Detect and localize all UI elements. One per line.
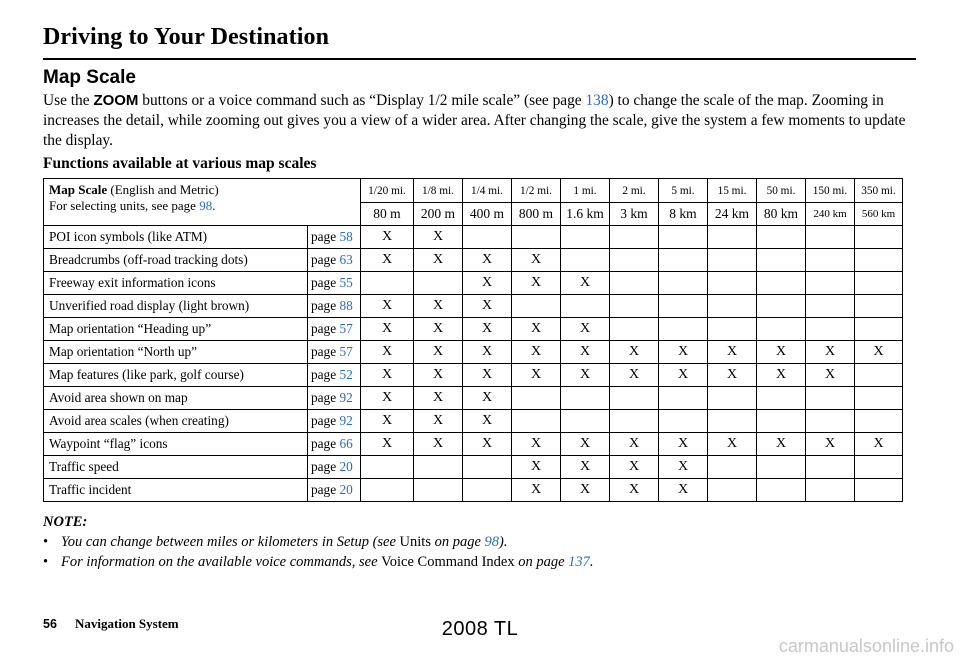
availability-mark xyxy=(806,226,855,249)
page-link[interactable]: 57 xyxy=(339,344,353,359)
availability-mark xyxy=(361,272,414,295)
availability-mark: X xyxy=(512,456,561,479)
availability-mark: X xyxy=(708,364,757,387)
availability-mark xyxy=(708,479,757,502)
english-scale-cell: 350 mi. xyxy=(855,179,903,203)
availability-mark xyxy=(757,479,806,502)
function-name: Avoid area shown on map xyxy=(44,387,308,410)
scale-header-line2: For selecting units, see page xyxy=(49,198,200,213)
note2-text-c: on page xyxy=(514,554,569,570)
availability-mark: X xyxy=(512,341,561,364)
page-link[interactable]: 63 xyxy=(339,252,353,267)
page-link[interactable]: 66 xyxy=(339,436,353,451)
note1-text-c: on page xyxy=(430,534,485,550)
availability-mark: X xyxy=(855,433,903,456)
table-row xyxy=(44,318,903,341)
availability-mark: X xyxy=(512,433,561,456)
availability-mark xyxy=(757,410,806,433)
availability-mark: X xyxy=(512,249,561,272)
availability-mark xyxy=(708,456,757,479)
availability-mark xyxy=(855,295,903,318)
availability-mark xyxy=(610,249,659,272)
availability-mark xyxy=(414,479,463,502)
availability-mark: X xyxy=(610,479,659,502)
availability-mark: X xyxy=(361,433,414,456)
page-prefix: page xyxy=(311,413,340,428)
availability-mark: X xyxy=(414,295,463,318)
availability-mark: X xyxy=(855,341,903,364)
availability-mark xyxy=(512,226,561,249)
note1-text-a: You can change between miles or kilometers in Setup (see xyxy=(61,534,400,550)
availability-mark xyxy=(757,249,806,272)
availability-mark: X xyxy=(806,341,855,364)
availability-mark xyxy=(806,387,855,410)
availability-mark xyxy=(806,295,855,318)
availability-mark xyxy=(512,410,561,433)
note-bullet-1 xyxy=(43,532,594,552)
table-row xyxy=(44,410,903,433)
availability-mark: X xyxy=(463,410,512,433)
page-prefix: page xyxy=(311,344,340,359)
table-row xyxy=(44,364,903,387)
site-watermark: carmanualsonline.info xyxy=(778,636,954,656)
note2-text-d: . xyxy=(589,554,594,570)
table-row xyxy=(44,341,903,364)
availability-mark xyxy=(806,456,855,479)
note-label: NOTE: xyxy=(43,514,88,530)
page-prefix: page xyxy=(311,367,340,382)
page-prefix: page xyxy=(311,436,340,451)
metric-scale-cell: 560 km xyxy=(855,203,903,226)
note1-text-d: ). xyxy=(499,534,508,550)
function-name: Map features (like park, golf course) xyxy=(44,364,308,387)
metric-scale-cell: 8 km xyxy=(659,203,708,226)
function-name: Unverified road display (light brown) xyxy=(44,295,308,318)
metric-scale-cell: 800 m xyxy=(512,203,561,226)
page-ref-cell xyxy=(308,226,361,249)
bullet-icon: • xyxy=(43,554,49,570)
function-name: POI icon symbols (like ATM) xyxy=(44,226,308,249)
availability-mark xyxy=(806,410,855,433)
note-block xyxy=(43,512,594,572)
scale-header-end: . xyxy=(212,198,216,213)
availability-mark: X xyxy=(463,318,512,341)
availability-mark: X xyxy=(414,226,463,249)
page-prefix: page xyxy=(311,390,340,405)
availability-mark xyxy=(708,272,757,295)
availability-mark: X xyxy=(610,456,659,479)
availability-mark xyxy=(561,295,610,318)
function-name: Map orientation “North up” xyxy=(44,341,308,364)
availability-mark: X xyxy=(659,433,708,456)
page-number: 56 xyxy=(43,617,57,631)
function-name: Breadcrumbs (off-road tracking dots) xyxy=(44,249,308,272)
table-row xyxy=(44,433,903,456)
availability-mark: X xyxy=(561,479,610,502)
page-ref-cell xyxy=(308,249,361,272)
availability-mark xyxy=(659,249,708,272)
intro-text-3: ) to change the scale of the map. Zooming in increases the detail, while zooming out gives you a view of a wider area. After changing the scale, give the system a few moments to update the display. xyxy=(43,92,906,149)
chapter-title: Driving to Your Destination xyxy=(43,24,330,50)
availability-mark: X xyxy=(561,272,610,295)
availability-mark: X xyxy=(463,387,512,410)
page-link[interactable]: 58 xyxy=(339,229,353,244)
availability-mark xyxy=(855,387,903,410)
availability-mark: X xyxy=(463,249,512,272)
table-row xyxy=(44,226,903,249)
table-row xyxy=(44,456,903,479)
map-scale-table xyxy=(43,178,903,502)
availability-mark: X xyxy=(361,295,414,318)
availability-mark xyxy=(806,272,855,295)
english-scale-cell: 1/2 mi. xyxy=(512,179,561,203)
availability-mark xyxy=(855,318,903,341)
availability-mark xyxy=(463,226,512,249)
english-scale-cell: 1 mi. xyxy=(561,179,610,203)
availability-mark: X xyxy=(361,387,414,410)
availability-mark: X xyxy=(463,272,512,295)
page-link[interactable]: 55 xyxy=(339,275,353,290)
availability-mark: X xyxy=(512,318,561,341)
page-prefix: page xyxy=(311,298,340,313)
page-ref-cell xyxy=(308,272,361,295)
english-scale-cell: 1/8 mi. xyxy=(414,179,463,203)
availability-mark: X xyxy=(361,318,414,341)
table-title: Functions available at various map scales xyxy=(43,155,317,172)
page-ref-cell xyxy=(308,318,361,341)
metric-scale-cell: 240 km xyxy=(806,203,855,226)
availability-mark: X xyxy=(361,226,414,249)
availability-mark xyxy=(561,249,610,272)
page-link[interactable]: 88 xyxy=(339,298,353,313)
table-row xyxy=(44,387,903,410)
page-prefix: page xyxy=(311,252,340,267)
page-prefix: page xyxy=(311,482,340,497)
availability-mark xyxy=(659,272,708,295)
availability-mark xyxy=(855,364,903,387)
availability-mark: X xyxy=(659,364,708,387)
page-prefix: page xyxy=(311,459,340,474)
availability-mark xyxy=(659,318,708,341)
availability-mark: X xyxy=(414,433,463,456)
function-name: Map orientation “Heading up” xyxy=(44,318,308,341)
header-rule xyxy=(43,58,916,60)
page-ref-cell xyxy=(308,364,361,387)
availability-mark xyxy=(610,226,659,249)
english-scale-cell: 2 mi. xyxy=(610,179,659,203)
availability-mark: X xyxy=(561,318,610,341)
availability-mark: X xyxy=(512,272,561,295)
availability-mark xyxy=(855,249,903,272)
intro-text-1: Use the xyxy=(43,92,94,109)
availability-mark xyxy=(414,272,463,295)
availability-mark: X xyxy=(414,410,463,433)
model-watermark: 2008 TL xyxy=(441,618,519,640)
metric-scale-cell: 1.6 km xyxy=(561,203,610,226)
availability-mark xyxy=(561,226,610,249)
english-scale-cell: 5 mi. xyxy=(659,179,708,203)
page-link[interactable]: 52 xyxy=(339,367,353,382)
availability-mark: X xyxy=(361,364,414,387)
availability-mark xyxy=(708,318,757,341)
availability-mark: X xyxy=(512,479,561,502)
availability-mark: X xyxy=(414,364,463,387)
page-link[interactable]: 92 xyxy=(339,390,353,405)
availability-mark xyxy=(708,249,757,272)
availability-mark: X xyxy=(561,364,610,387)
availability-mark: X xyxy=(361,249,414,272)
availability-mark xyxy=(414,456,463,479)
table-row xyxy=(44,249,903,272)
metric-scale-cell: 200 m xyxy=(414,203,463,226)
availability-mark: X xyxy=(361,341,414,364)
scale-header-label xyxy=(44,179,361,226)
page-link-98-note[interactable]: 98 xyxy=(484,534,500,550)
availability-mark xyxy=(610,295,659,318)
availability-mark xyxy=(659,226,708,249)
availability-mark: X xyxy=(463,433,512,456)
english-scale-cell: 150 mi. xyxy=(806,179,855,203)
note2-text-a: For information on the available voice commands, see xyxy=(61,554,382,570)
availability-mark: X xyxy=(561,341,610,364)
function-name: Avoid area scales (when creating) xyxy=(44,410,308,433)
availability-mark: X xyxy=(414,341,463,364)
page-prefix: page xyxy=(311,275,340,290)
bullet-icon: • xyxy=(43,534,49,550)
page-link[interactable]: 20 xyxy=(339,459,353,474)
availability-mark xyxy=(757,272,806,295)
page-link-138[interactable]: 138 xyxy=(585,92,609,109)
availability-mark xyxy=(855,226,903,249)
function-name: Traffic incident xyxy=(44,479,308,502)
availability-mark xyxy=(610,410,659,433)
availability-mark: X xyxy=(414,318,463,341)
availability-mark: X xyxy=(659,479,708,502)
availability-mark: X xyxy=(414,249,463,272)
availability-mark xyxy=(659,387,708,410)
availability-mark xyxy=(708,387,757,410)
availability-mark xyxy=(855,410,903,433)
page-ref-cell xyxy=(308,295,361,318)
page-ref-cell xyxy=(308,341,361,364)
section-title: Map Scale xyxy=(43,67,136,88)
availability-mark xyxy=(806,479,855,502)
table-row xyxy=(44,479,903,502)
page-link-98[interactable]: 98 xyxy=(199,198,213,213)
function-name: Traffic speed xyxy=(44,456,308,479)
availability-mark xyxy=(659,295,708,318)
availability-mark xyxy=(610,318,659,341)
scale-header-bold: Map Scale xyxy=(49,182,108,197)
availability-mark xyxy=(708,410,757,433)
availability-mark: X xyxy=(757,433,806,456)
availability-mark xyxy=(757,318,806,341)
availability-mark: X xyxy=(414,387,463,410)
page-ref-cell xyxy=(308,433,361,456)
metric-scale-cell: 3 km xyxy=(610,203,659,226)
note2-text-b: Voice Command Index xyxy=(381,554,515,570)
availability-mark xyxy=(463,479,512,502)
availability-mark: X xyxy=(610,341,659,364)
availability-mark xyxy=(708,226,757,249)
note-bullet-2 xyxy=(43,552,594,572)
availability-mark: X xyxy=(463,364,512,387)
function-name: Waypoint “flag” icons xyxy=(44,433,308,456)
availability-mark xyxy=(806,318,855,341)
availability-mark: X xyxy=(463,341,512,364)
availability-mark: X xyxy=(659,341,708,364)
availability-mark: X xyxy=(610,364,659,387)
availability-mark xyxy=(512,295,561,318)
footer-label: Navigation System xyxy=(75,616,179,631)
availability-mark xyxy=(708,295,757,318)
availability-mark xyxy=(855,479,903,502)
availability-mark: X xyxy=(806,364,855,387)
scale-header-rest: (English and Metric) xyxy=(107,182,219,197)
metric-scale-cell: 80 km xyxy=(757,203,806,226)
availability-mark xyxy=(361,479,414,502)
availability-mark xyxy=(659,410,708,433)
english-scale-cell: 50 mi. xyxy=(757,179,806,203)
english-scale-cell: 1/4 mi. xyxy=(463,179,512,203)
english-scale-cell: 1/20 mi. xyxy=(361,179,414,203)
table-row xyxy=(44,272,903,295)
availability-mark: X xyxy=(806,433,855,456)
availability-mark: X xyxy=(708,433,757,456)
zoom-button-label: ZOOM xyxy=(93,92,139,109)
availability-mark xyxy=(610,387,659,410)
table-body xyxy=(44,179,903,502)
availability-mark xyxy=(361,456,414,479)
availability-mark xyxy=(757,387,806,410)
availability-mark: X xyxy=(561,456,610,479)
availability-mark xyxy=(610,272,659,295)
metric-scale-cell: 80 m xyxy=(361,203,414,226)
page-ref-cell xyxy=(308,387,361,410)
availability-mark xyxy=(561,387,610,410)
availability-mark: X xyxy=(610,433,659,456)
availability-mark: X xyxy=(757,341,806,364)
availability-mark xyxy=(757,226,806,249)
availability-mark xyxy=(757,456,806,479)
availability-mark xyxy=(512,387,561,410)
availability-mark xyxy=(757,295,806,318)
availability-mark: X xyxy=(361,410,414,433)
page-ref-cell xyxy=(308,456,361,479)
page-link[interactable]: 57 xyxy=(339,321,353,336)
english-scale-row xyxy=(44,179,903,203)
availability-mark xyxy=(806,249,855,272)
function-name: Freeway exit information icons xyxy=(44,272,308,295)
availability-mark: X xyxy=(708,341,757,364)
availability-mark xyxy=(561,410,610,433)
availability-mark xyxy=(855,456,903,479)
availability-mark: X xyxy=(561,433,610,456)
page-link[interactable]: 20 xyxy=(339,482,353,497)
intro-paragraph xyxy=(43,91,928,151)
metric-scale-cell: 400 m xyxy=(463,203,512,226)
page-link[interactable]: 92 xyxy=(339,413,353,428)
availability-mark: X xyxy=(512,364,561,387)
availability-mark xyxy=(463,456,512,479)
page-ref-cell xyxy=(308,479,361,502)
availability-mark: X xyxy=(659,456,708,479)
page-link-137[interactable]: 137 xyxy=(568,554,590,570)
page-prefix: page xyxy=(311,229,340,244)
availability-mark: X xyxy=(757,364,806,387)
page-ref-cell xyxy=(308,410,361,433)
metric-scale-cell: 24 km xyxy=(708,203,757,226)
availability-mark xyxy=(855,272,903,295)
page-prefix: page xyxy=(311,321,340,336)
english-scale-cell: 15 mi. xyxy=(708,179,757,203)
intro-text-2: buttons or a voice command such as “Display 1/2 mile scale” (see page xyxy=(138,92,586,109)
availability-mark: X xyxy=(463,295,512,318)
note1-text-b: Units xyxy=(399,534,431,550)
table-row xyxy=(44,295,903,318)
